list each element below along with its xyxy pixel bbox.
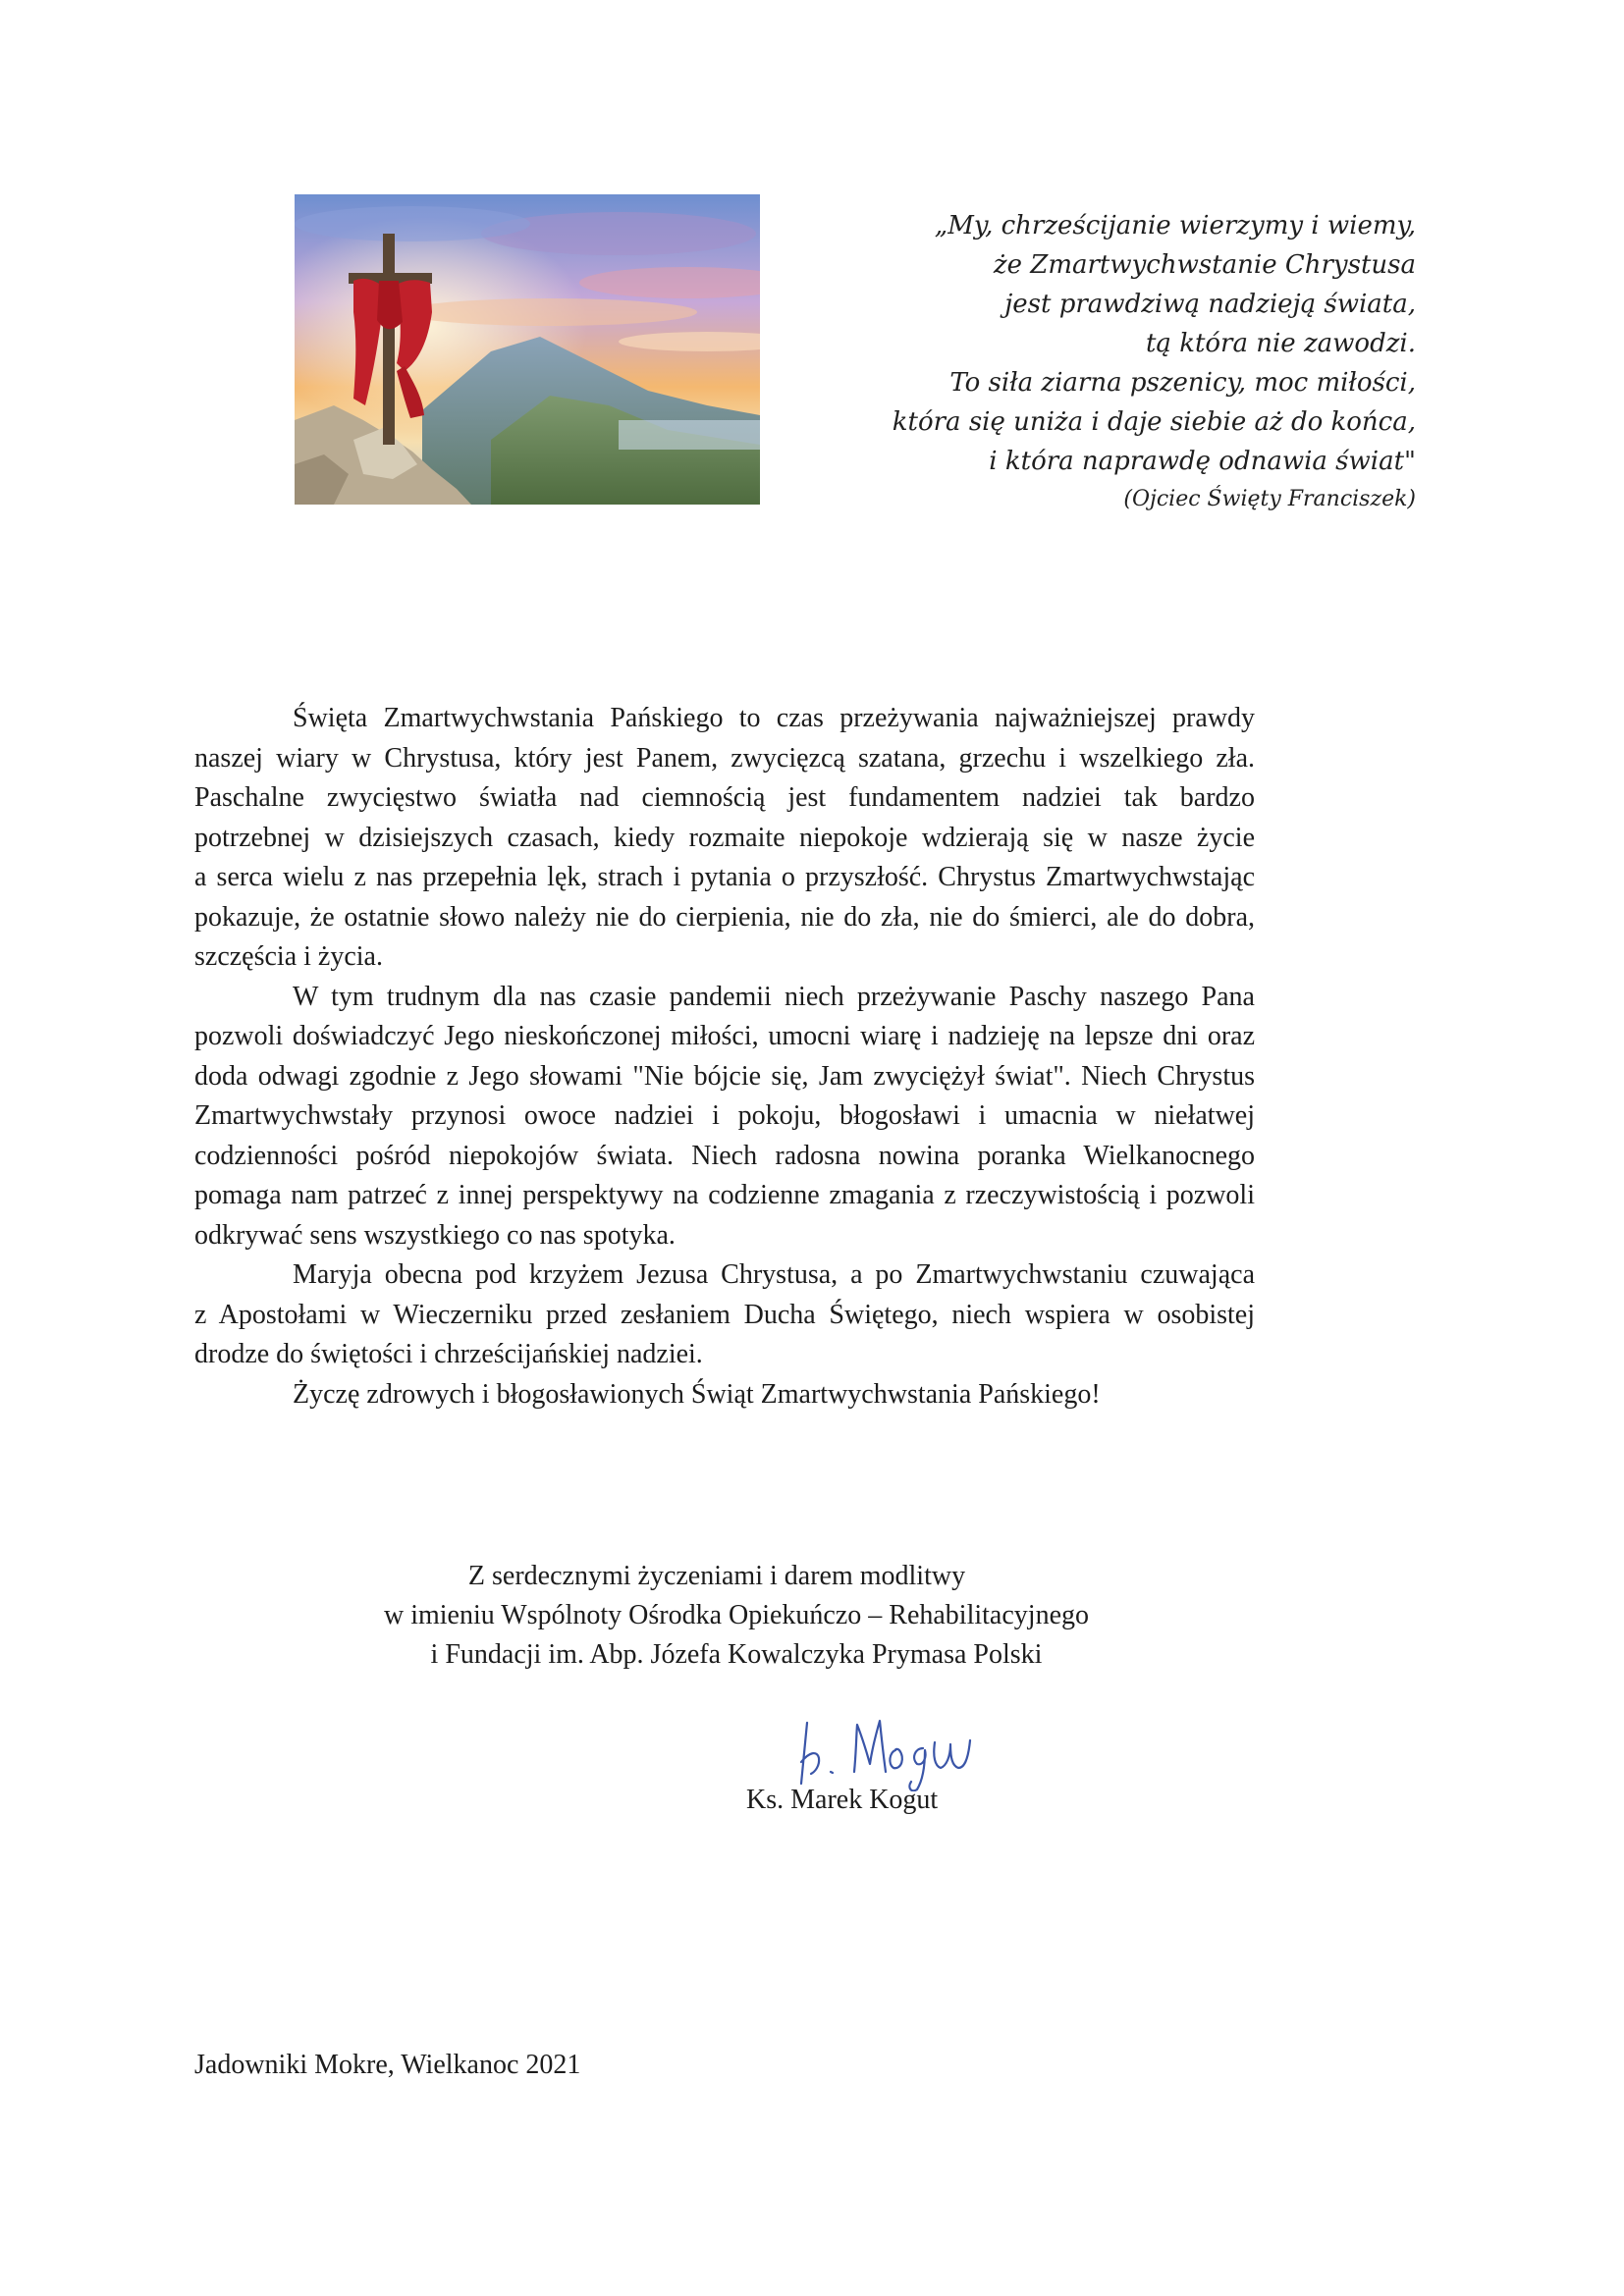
quote-line: że Zmartwychwstanie Chrystusa	[993, 250, 1416, 280]
paragraph-line: codzienności pośród niepokojów świata. Niech radosna nowina poranka Wielkanocnego	[194, 1140, 1255, 1171]
letter-body	[194, 699, 1255, 1415]
paragraph-3	[194, 1255, 1255, 1375]
paragraph-line: potrzebnej w dzisiejszych czasach, kiedy rozmaite niepokoje wdzierają się w nasze życie	[194, 822, 1255, 853]
paragraph-line: a serca wielu z nas przepełnia lęk, strach i pytania o przyszłość. Chrystus Zmartwychwstając	[194, 862, 1255, 892]
paragraph-line: pomaga nam patrzeć z innej perspektywy na codzienne zmagania z rzeczywistością i pozwoli	[194, 1180, 1255, 1210]
paragraph-line: Paschalne zwycięstwo światła nad ciemnością jest fundamentem nadziei tak bardzo	[194, 782, 1255, 813]
paragraph-4	[194, 1375, 1255, 1415]
quote-line: która się uniża i daje siebie aż do końca,	[892, 407, 1416, 437]
paragraph-line: odkrywać sens wszystkiego co nas spotyka.	[194, 1219, 676, 1251]
place-and-date: Jadowniki Mokre, Wielkanoc 2021	[194, 2050, 581, 2080]
paragraph-line: W tym trudnym dla nas czasie pandemii niech przeżywanie Paschy naszego Pana	[293, 981, 1255, 1012]
paragraph-2	[194, 978, 1255, 1256]
handwritten-signature	[785, 1703, 992, 1791]
paragraph-line: doda odwagi zgodnie z Jego słowami "Nie bójcie się, Jam zwyciężył świat". Niech Chrystus	[194, 1060, 1255, 1092]
quote-line: tą która nie zawodzi.	[1145, 329, 1416, 358]
quote-line: i która naprawdę odnawia świat"	[989, 447, 1416, 476]
quote-line: jest prawdziwą nadzieją świata,	[1004, 290, 1416, 319]
quote-line: To siła ziarna pszenicy, moc miłości,	[949, 368, 1416, 398]
closing-line: i Fundacji im. Abp. Józefa Kowalczyka Prymasa Polski	[430, 1639, 1043, 1670]
closing-line: w imieniu Wspólnoty Ośrodka Opiekuńczo – Rehabilitacyjnego	[383, 1600, 1089, 1630]
closing-block	[383, 1557, 1089, 1675]
paragraph-line: pokazuje, że ostatnie słowo należy nie do cierpienia, nie do zła, nie do śmierci, ale do dobra,	[194, 901, 1255, 933]
paragraph-line: szczęścia i życia.	[194, 941, 383, 972]
closing-line: Z serdecznymi życzeniami i darem modlitwy	[467, 1561, 966, 1591]
paragraph-1	[194, 699, 1255, 978]
quote-line: „My, chrześcijanie wierzymy i wiemy,	[934, 211, 1416, 240]
paragraph-line: Zmartwychwstały przynosi owoce nadziei i pokoju, błogosławi i umacnia w niełatwej	[194, 1100, 1255, 1131]
paragraph-line: pozwoli doświadczyć Jego nieskończonej miłości, umocni wiarę i nadzieję na lepsze dni oraz	[194, 1021, 1255, 1051]
paragraph-line: Święta Zmartwychwstania Pańskiego to czas przeżywania najważniejszej prawdy	[293, 703, 1255, 733]
quote-attribution: (Ojciec Święty Franciszek)	[1123, 487, 1416, 511]
paragraph-line: z Apostołami w Wieczerniku przed zesłaniem Ducha Świętego, niech wspiera w osobistej	[194, 1299, 1255, 1330]
paragraph-line: drodze do świętości i chrześcijańskiej nadziei.	[194, 1339, 703, 1369]
signer-name: Ks. Marek Kogut	[746, 1785, 939, 1815]
easter-cross-image	[295, 194, 760, 505]
paragraph-line: Życzę zdrowych i błogosławionych Świąt Zmartwychwstania Pańskiego!	[293, 1378, 1101, 1410]
paragraph-line: naszej wiary w Chrystusa, który jest Panem, zwycięzcą szatana, grzechu i wszelkiego zła.	[194, 742, 1255, 774]
pope-quote	[729, 206, 1416, 518]
paragraph-line: Maryja obecna pod krzyżem Jezusa Chrystusa, a po Zmartwychwstaniu czuwająca	[293, 1259, 1255, 1290]
